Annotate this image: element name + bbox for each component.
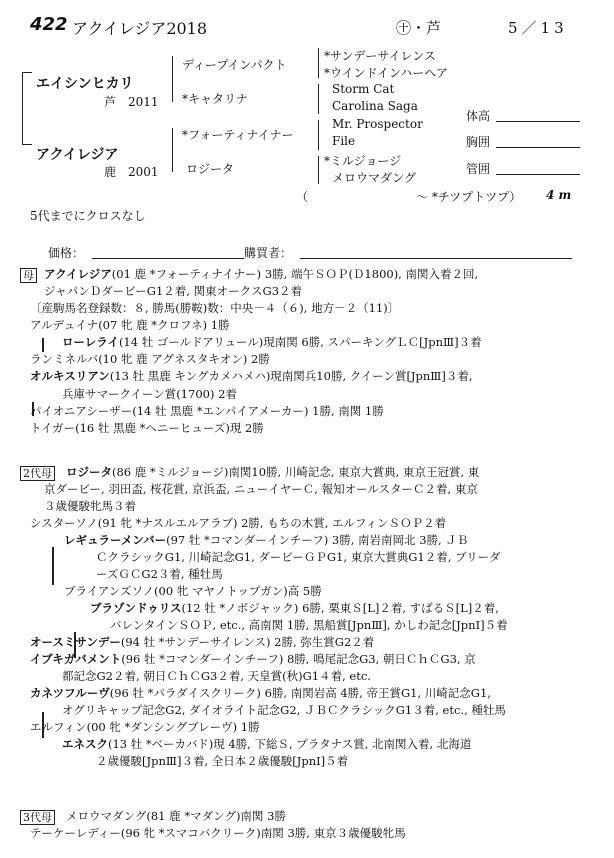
second-line-13: カネツフルーヴ(96 牡 *パラダイスクリーク) 6勝, 南関岩高 4勝, 帝王賞G1, 川崎記念G1, [30,686,491,700]
bracket-ds [318,120,319,150]
cross-generation: 4 m [546,188,572,202]
second-line-5: ＣクラシックG1, 川崎記念G1, ダービーＧＰG1, 東京大賞典G1２着, ブリーダ [96,550,501,564]
horse-name-year: アクイレジア2018 [72,19,208,38]
second-line-16: エネスク(13 牡 *ベーカバド)現 4勝, 下総Ｓ, プラタナス賞, 北南関入着, 北海道 [62,737,472,751]
second-dam-section-box: 2代母 [20,466,55,481]
bracket-sire [172,56,173,102]
second-line-6: ーズＧＣG2３着, 種牡馬 [96,567,223,581]
second-line-1: 京ダービー, 羽田盃, 桜花賞, 京浜盃, ニューイヤーＣ, 報知オールスターＣ２着, 東京 [44,482,478,496]
dsd: File [332,134,356,148]
sire-color-year: 芦 2011 [104,95,159,109]
second-line-14: オグリキャップ記念G2, ダイオライト記念G2, ＪＢＣクラシックG1３着, etc., 種牡馬 [62,703,506,717]
no-cross-note: 5代までにクロスなし [30,209,146,223]
second-tree-line-1 [52,547,54,585]
second-line-2: ３歳優駿牝馬３着 [44,499,136,513]
second-line-7: ブライアンズソノ(00 牝 マヤノトップガン)高 5勝 [64,584,322,598]
sss: *サンデーサイレンス [324,49,436,63]
dam-line-9: トイガー(16 牡 黒鹿 *ヘニーヒューズ)現 2勝 [30,421,264,435]
dam-dam: ロジータ [186,162,235,176]
sds: Storm Cat [332,82,395,96]
sire-name: エイシンヒカリ [36,76,134,92]
ssd: *ウインドインハーヘア [324,66,448,80]
bracket-ss [318,48,319,78]
second-line-9: バレンタインＳＯＰ, etc., 高南関 1勝, 黒船賞[JpnⅢ], かしわ記念[JpnⅠ]５着 [110,618,508,632]
dam-line-3: アルデュイナ(07 牝 鹿 *クロフネ) 1勝 [30,318,230,332]
chest-field[interactable] [496,147,580,148]
height-label: 体高 [466,109,491,123]
dam-name: アクイレジア [36,147,119,163]
sex-color: ㊉・芦 [396,19,442,37]
second-line-12: 都記念G2２着, 朝日ＣｈＣG3２着, 天皇賞(秋)G1４着, etc. [62,669,371,683]
second-line-4: レギュラーメンバー(97 牡 *コマンダーインチーフ) 3勝, 南岩南岡北 3勝, ＪＢ [64,533,469,547]
dam-line-6: オルキスリアン(13 牡 黒鹿 キングカメハメハ)現南関兵10勝, クイーン賞[JpnⅢ]３着, [30,369,473,383]
dss: Mr. Prospector [332,117,423,131]
price-label: 価格： [48,246,85,260]
dam-color-year: 鹿 2001 [104,165,159,179]
second-line-3: シスターソノ(91 牝 *ナスルエルアラブ) 2勝, もちの木賞, エルフィンＳＯＰ２着 [30,516,447,530]
bracket-sd [318,84,319,114]
second-line-17: ２歳優駿[JpnⅢ]３着, 全日本２歳優駿[JpnⅠ]５着 [96,754,349,768]
buyer-field[interactable] [300,258,572,259]
third-dam-section-box: 3代母 [20,810,55,825]
buyer-label: 購買者： [244,246,293,260]
bracket-dam [172,128,173,172]
dam-section-box: 母 [20,268,37,283]
dam-line-0: アクイレジア(01 鹿 *フォーティナイナー) 3勝, 端午ＳＯＰ(Ｄ1800), 南関入着２回, [44,267,479,281]
dam-line-5: ランミネルバ(10 牝 鹿 アグネスタキオン) 2勝 [30,352,270,366]
dam-line-4: ローレライ(14 牡 ゴールドアリュール)現南関 6勝, スパーキングＬＣ[JpnⅢ]３着 [62,335,482,349]
price-field[interactable] [92,258,244,259]
dds: *ミルジョージ [324,154,402,168]
dam-tree-line-1 [42,338,44,352]
bracket-left [22,72,23,144]
bracket-bottom-tick [22,144,32,145]
dam-line-2: 〔産駒馬名登録数：８, 勝馬(勝鞍)数：中央－４（６), 地方－２（11)〕 [30,301,400,315]
bracket-top-tick [22,72,32,73]
second-line-8: ブラゾンドゥリス(12 牡 *ノボジャック) 6勝, 栗東Ｓ[L]２着, すばるＳ[L]２着, [90,601,499,615]
chest-label: 胸囲 [466,135,491,149]
second-line-11: イブキガバメント(96 牡 *コマンダーインチーフ) 8勝, 鳴尾記念G3, 朝日ＣｈＣG3, 京 [30,652,476,666]
sale-date: 5／13 [508,19,568,37]
dam-line-7: 兵庫サマークイーン賞(1700) 2着 [62,387,237,401]
cross-note: （ 〜 *チツプトツプ） [296,190,522,204]
sdd: Carolina Saga [332,99,418,113]
second-line-15: エルフィン(00 牝 *ダンシングブレーヴ) 1勝 [30,720,260,734]
dam-line-8: パイオニアシーザー(14 牡 黒鹿 *エンパイアメーカー) 1勝, 南関 1勝 [30,404,384,418]
sire-dam: *キャタリナ [182,92,248,106]
dam-sire: *フォーティナイナー [182,128,294,142]
second-line-0: ロジータ(86 鹿 *ミルジョージ)南関10勝, 川崎記念, 東京大賞典, 東京王冠賞, 東 [66,465,480,479]
dam-line-1: ジャパンＤダービーG1２着, 関東オークスG3２着 [44,284,303,298]
third-line-0: メロウマダング(81 鹿 *マダング)南関 3勝 [66,809,286,823]
sire-sire: ディープインパクト [182,58,287,72]
bracket-dd [318,156,319,184]
height-field[interactable] [496,121,580,122]
second-line-10: オースミサンデー(94 牡 *サンデーサイレンス) 2勝, 弥生賞G2２着 [30,635,375,649]
ddd: メロウマダング [332,171,416,185]
cannon-field[interactable] [496,174,580,175]
cannon-label: 管囲 [466,162,491,176]
third-line-1: テーケーレディー(96 牝 *スマコバクリーク)南関 3勝, 東京３歳優駿牝馬 [30,826,406,840]
lot-number: 422 [30,14,68,35]
